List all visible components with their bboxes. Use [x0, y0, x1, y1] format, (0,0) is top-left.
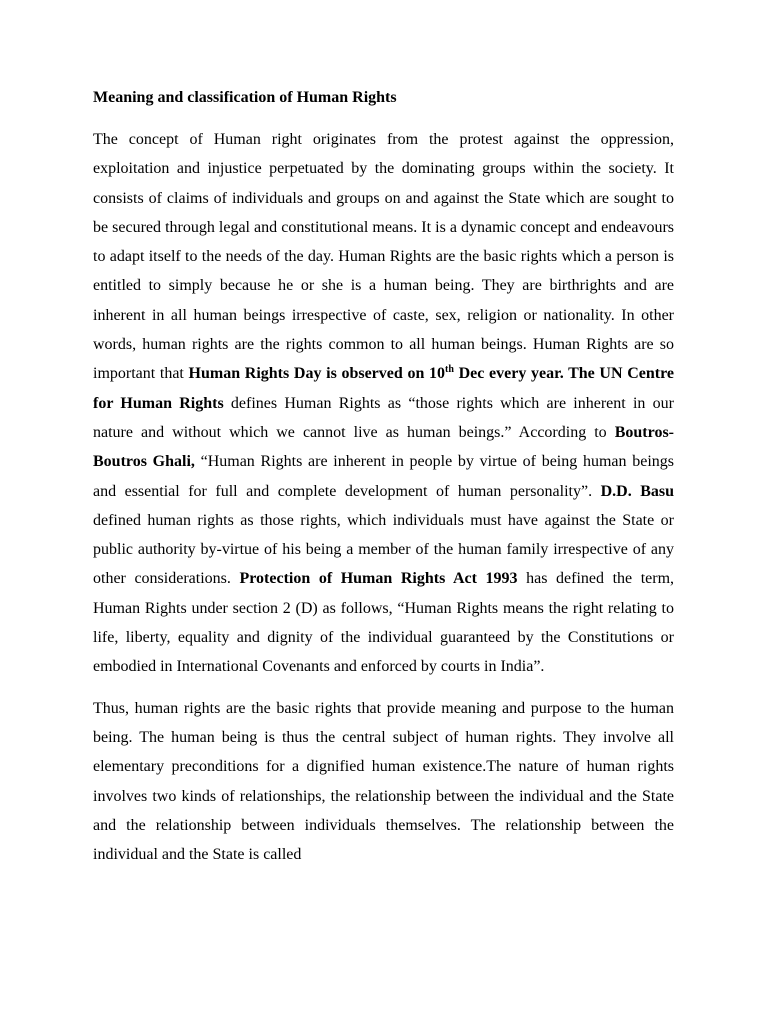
text-run: defined human rights as those rights, which individuals must have against the State or public authority by-virtue of his being a member of the human family irrespective of any other considerations.	[93, 511, 674, 588]
bold-run-dd-basu: D.D. Basu	[600, 482, 675, 500]
bold-run-boutros-ghali: Boutros-Boutros Ghali,	[93, 423, 674, 471]
paragraph-nature: Thus, human rights are the basic rights that provide meaning and purpose to the human being. The human being is thus the central subject of human rights. They involve all elementary preconditions for a dignified human existence.The nature of human rights involves two kinds of relationships, the relationship between the individual and the State and the relationship between individuals themselves. The relationship between the individual and the State is called	[93, 699, 674, 864]
text-run: The concept of Human right originates from the protest against the oppression, exploitation and injustice perpetuated by the dominating groups within the society. It consists of claims of individuals and groups on and against the State which are sought to be secured through legal and constitutional means. It is a dynamic concept and endeavours to adapt itself to the needs of the day. Human Rights are the basic rights which a person is entitled to simply because he or she is a human being. They are birthrights and are inherent in all human beings irrespective of caste, sex, religion or nationality. In other words, human rights are the rights common to all human beings. Human Rights are so important that	[93, 131, 674, 383]
document-body	[93, 86, 674, 881]
paragraph-meaning	[93, 125, 674, 682]
section-heading: Meaning and classification of Human Rights	[93, 89, 397, 106]
superscript-th: th	[445, 364, 454, 376]
bold-run-protection-act: Protection of Human Rights Act 1993	[239, 570, 518, 588]
bold-run-human-rights-day: Human Rights Day is observed on 10th Dec every year. The UN Centre for Human Rights	[93, 364, 674, 412]
text-run: “Human Rights are inherent in people by virtue of being human beings and essential for full and complete development of human personality”.	[93, 453, 674, 500]
text-run: has defined the term, Human Rights under section 2 (D) as follows, “Human Rights means the right relating to life, liberty, equality and dignity of the individual guaranteed by the Constitutions or embodied in International Covenants and enforced by courts in India”.	[93, 570, 675, 676]
text-run: defines Human Rights as “those rights which are inherent in our nature and without which we cannot live as human beings.” According to	[93, 394, 674, 441]
